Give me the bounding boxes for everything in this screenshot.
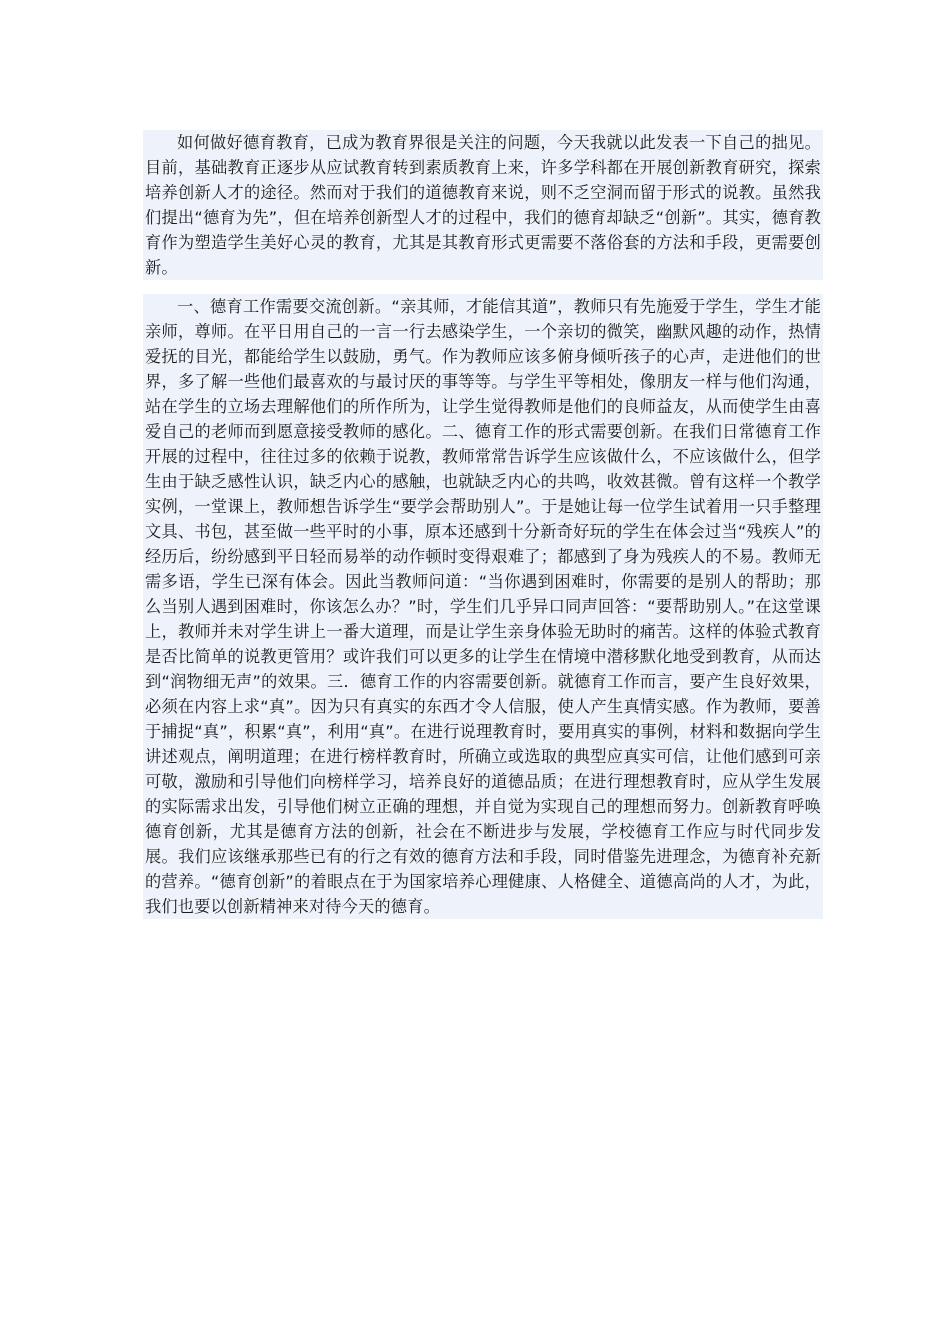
paragraph-spacer bbox=[143, 280, 823, 294]
paragraph-intro: 如何做好德育教育，已成为教育界很是关注的问题，今天我就以此发表一下自己的拙见。目前，基础教育正逐步从应试教育转到素质教育上来，许多学科都在开展创新教育研究，探索培养创新人才的途径。然而对于我们的道德教育来说，则不乏空洞而留于形式的说教。虽然我们提出“德育为先”，但在培养创新型人才的过程中，我们的德育却缺乏“创新”。其实，德育教育作为塑造学生美好心灵的教育，尤其是其教育形式更需要不落俗套的方法和手段，更需要创新。 bbox=[143, 130, 823, 280]
paragraph-main: 一、德育工作需要交流创新。“亲其师，才能信其道”，教师只有先施爱于学生，学生才能亲师，尊师。在平日用自己的一言一行去感染学生，一个亲切的微笑，幽默风趣的动作，热情爱抚的目光，都能给学生以鼓励，勇气。作为教师应该多俯身倾听孩子的心声，走进他们的世界，多了解一些他们最喜欢的与最讨厌的事等等。与学生平等相处，像朋友一样与他们沟通，站在学生的立场去理解他们的所作所为，让学生觉得教师是他们的良师益友，从而使学生由喜爱自己的老师而到愿意接受教师的感化。二、德育工作的形式需要创新。在我们日常德育工作开展的过程中，往往过多的依赖于说教，教师常常告诉学生应该做什么，不应该做什么，但学生由于缺乏感性认识，缺乏内心的感触，也就缺乏内心的共鸣，收效甚微。曾有这样一个教学实例，一堂课上，教师想告诉学生“要学会帮助别人”。于是她让每一位学生试着用一只手整理文具、书包，甚至做一些平时的小事，原本还感到十分新奇好玩的学生在体会过当“残疾人”的经历后，纷纷感到平日轻而易举的动作顿时变得艰难了；都感到了身为残疾人的不易。教师无需多语，学生已深有体会。因此当教师问道：“当你遇到困难时，你需要的是别人的帮助；那么当别人遇到困难时，你该怎么办？”时，学生们几乎异口同声回答：“要帮助别人。”在这堂课上，教师并未对学生讲上一番大道理，而是让学生亲身体验无助时的痛苦。这样的体验式教育是否比简单的说教更管用？或许我们可以更多的让学生在情境中潜移默化地受到教育，从而达到“润物细无声”的效果。三．德育工作的内容需要创新。就德育工作而言，要产生良好效果，必须在内容上求“真”。因为只有真实的东西才令人信服，使人产生真情实感。作为教师，要善于捕捉“真”，积累“真”，利用“真”。在进行说理教育时，要用真实的事例，材料和数据向学生讲述观点，阐明道理；在进行榜样教育时，所确立或选取的典型应真实可信，让他们感到可亲可敬，激励和引导他们向榜样学习，培养良好的道德品质；在进行理想教育时，应从学生发展的实际需求出发，引导他们树立正确的理想，并自觉为实现自己的理想而努力。创新教育呼唤德育创新，尤其是德育方法的创新，社会在不断进步与发展，学校德育工作应与时代同步发展。我们应该继承那些已有的行之有效的德育方法和手段，同时借鉴先进理念，为德育补充新的营养。“德育创新”的着眼点在于为国家培养心理健康、人格健全、道德高尚的人才，为此，我们也要以创新精神来对待今天的德育。 bbox=[143, 294, 823, 919]
document-body bbox=[143, 130, 823, 919]
